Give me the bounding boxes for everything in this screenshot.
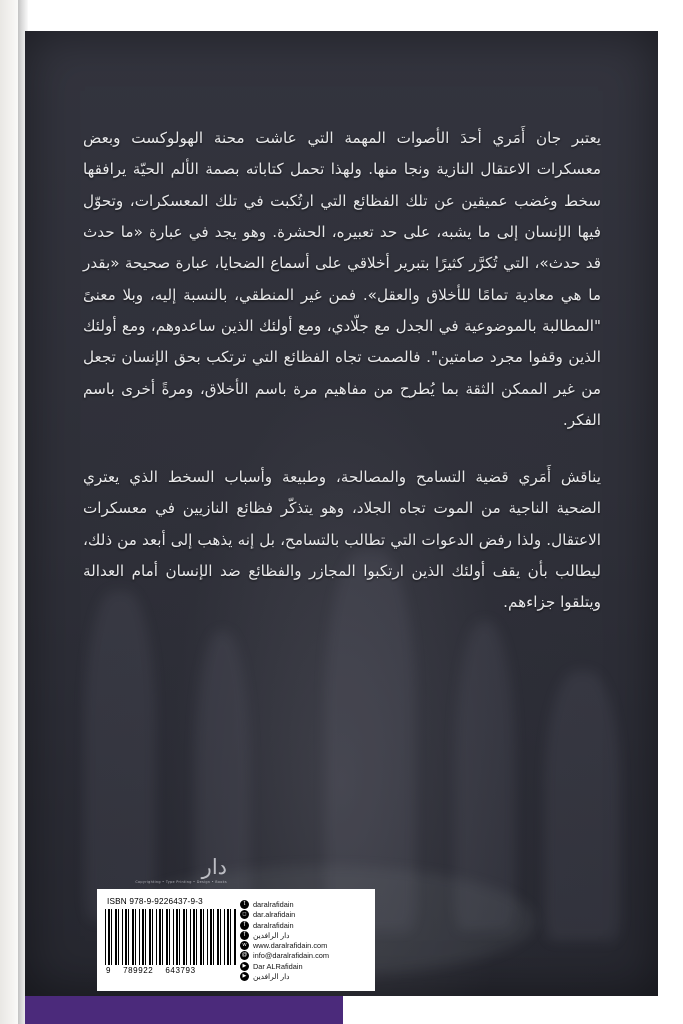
facebook-icon <box>240 931 249 940</box>
contact-facebook[interactable]: f daralrafidain <box>240 921 369 930</box>
barcode-image <box>105 909 237 965</box>
barcode-digit-group-2: 643793 <box>165 966 196 975</box>
background-ghost-shape <box>545 671 620 941</box>
facebook-icon <box>240 921 249 930</box>
isbn-label: ISBN <box>107 897 127 906</box>
blurb-paragraph-2: يناقش أَمَري قضية التسامح والمصالحة، وطبيعة وأسباب السخط الذي يعتري الضحية الناجية من الموت تجاه الجلاد، وهو يتذكّر فظائع النازيين في معسكرات الاعتقال. ولذا رفض الدعوات التي تطالب بالتسامح، بل إنه يذهب إلى أبعد من ذلك، ليطالب بأن يقف أولئك الذين ارتكبوا المجازر والفظائع ضد الإنسان أمام العدالة ويتلقوا جزاءهم. <box>83 468 601 612</box>
background-ghost-shape <box>195 631 250 931</box>
barcode-digit-group-1: 789922 <box>123 966 154 975</box>
contact-instagram[interactable]: ◻ dar.alrafidain <box>240 910 369 919</box>
isbn-info-box <box>97 889 375 991</box>
back-cover-blurb <box>83 123 601 619</box>
twitter-icon <box>240 900 249 909</box>
barcode-area <box>103 894 240 987</box>
isbn-line <box>107 897 203 906</box>
publisher-logo <box>107 857 227 884</box>
youtube-icon <box>240 962 249 971</box>
contact-youtube[interactable]: ▶ Dar ALRafidain <box>240 962 369 971</box>
blurb-paragraph-1: يعتبر جان أَمَري أحدَ الأصوات المهمة التي عاشت محنة الهولوكست وبعض معسكرات الاعتقال النازية ونجا منها. ولهذا تحمل كتاباته بصمة الألم الحيّة يرافقها سخط وغضب عميقين عن تلك الفظائع التي ارتُكبت في تلك المعسكرات، وتحوّل فيها الإنسان إلى ما يشبه، على حد تعبيره، الحشرة. وهو يجد في عبارة «ما حدث قد حدث»، التي تُكرَّر كثيرًا بتبرير أخلاقي على أسماع الضحايا، عبارة صحيحة «بقدر ما هي معادية تمامًا للأخلاق والعقل». فمن غير المنطقي، بالنسبة إليه، وبلا معنىً "المطالبة بالموضوعية في الجدل مع جلّادي، ومع أولئك الذين ساعدوهم، ومع أولئك الذين وقفوا مجرد صامتين". فالصمت تجاه الفظائع التي ترتكب بحق الإنسان تجعل من غير الممكن الثقة بما يُطرح من مفاهيم مرة باسم الأخلاق، ومرةً أخرى باسم الفكر. <box>83 129 601 429</box>
instagram-icon <box>240 910 249 919</box>
contact-website[interactable]: w www.daralrafidain.com <box>240 941 369 950</box>
contact-youtube-arabic[interactable]: ▶ دار الرافدين <box>240 972 369 981</box>
youtube-icon <box>240 972 249 981</box>
contact-facebook-arabic[interactable]: f دار الرافدين <box>240 931 369 940</box>
email-icon <box>240 951 249 960</box>
publisher-logo-subtitle: Copyrighting • Type Printing • Design • Books <box>135 880 227 884</box>
cover-panel <box>25 31 658 996</box>
globe-icon <box>240 941 249 950</box>
barcode-digit-prefix: 9 <box>106 966 112 975</box>
background-ghost-shape <box>455 621 515 931</box>
publisher-logo-glyph: دار <box>201 855 227 879</box>
contact-email[interactable]: @ info@daralrafidain.com <box>240 951 369 960</box>
barcode-digits <box>105 966 196 975</box>
publisher-contact-list <box>240 894 369 987</box>
contact-twitter[interactable]: t daralrafidain <box>240 900 369 909</box>
isbn-number: 978-9-9226437-9-3 <box>129 897 203 906</box>
